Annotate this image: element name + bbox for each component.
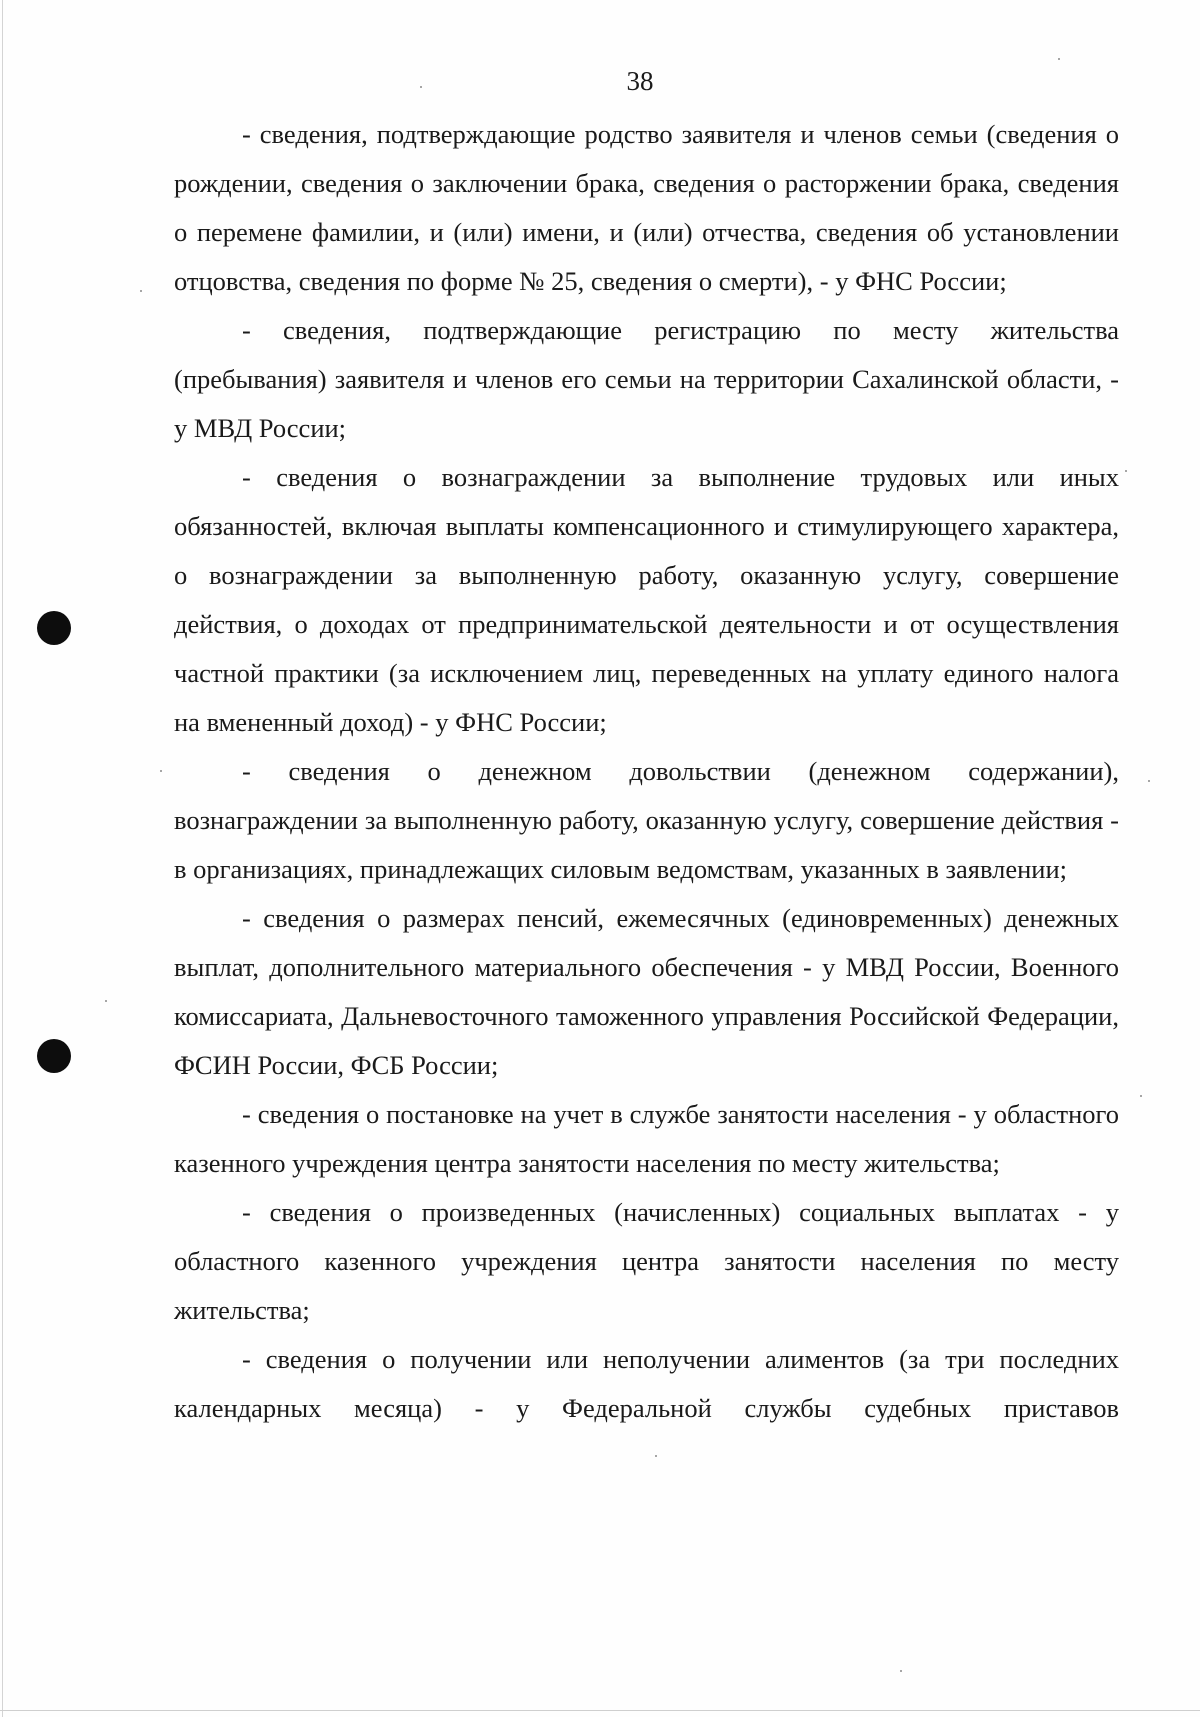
scan-edge-left bbox=[2, 0, 3, 1717]
scan-speck bbox=[105, 1000, 107, 1002]
scan-speck bbox=[655, 1455, 657, 1457]
scan-speck bbox=[160, 770, 162, 772]
scan-speck bbox=[1058, 58, 1060, 60]
paragraph-employment-registration: - сведения о постановке на учет в службе занятости населения - у областного казенного учреждения центра занятости населения по месту жительства; bbox=[174, 1099, 1119, 1178]
scan-speck bbox=[140, 290, 142, 292]
punch-hole-bottom bbox=[37, 1039, 71, 1073]
scan-speck bbox=[1148, 780, 1150, 782]
paragraph-monetary-allowance: - сведения о денежном довольствии (денежном содержании), вознаграждении за выполненную работу, оказанную услугу, совершение действия - в организациях, принадлежащих силовым ведомствам, указанных в заявлении; bbox=[174, 756, 1119, 884]
scan-speck bbox=[900, 1670, 902, 1672]
paragraph-pensions: - сведения о размерах пенсий, ежемесячных (единовременных) денежных выплат, дополнительного материального обеспечения - у МВД России, Военного комиссариата, Дальневосточного таможенного управления Российской Федерации, ФСИН России, ФСБ России; bbox=[174, 903, 1119, 1080]
paragraph-social-payments: - сведения о произведенных (начисленных) социальных выплатах - у областного казенного учреждения центра занятости населения по месту жительства; bbox=[174, 1197, 1119, 1325]
paragraph-alimony: - сведения о получении или неполучении алиментов (за три последних календарных месяца) - у Федеральной службы судебных приставов bbox=[174, 1344, 1119, 1423]
paragraph-kinship-records: - сведения, подтверждающие родство заявителя и членов семьи (сведения о рождении, сведения о заключении брака, сведения о расторжении брака, сведения о перемене фамилии, и (или) имени, и (или) отчества, сведения об установлении отцовства, сведения по форме № 25, сведения о смерти), - у ФНС России; bbox=[174, 119, 1119, 296]
punch-hole-top bbox=[37, 611, 71, 645]
scan-edge-bottom bbox=[0, 1710, 1200, 1711]
scan-speck bbox=[1140, 1095, 1142, 1097]
paragraph-residence-registration: - сведения, подтверждающие регистрацию по месту жительства (пребывания) заявителя и членов его семьи на территории Сахалинской области, - у МВД России; bbox=[174, 315, 1119, 443]
page-number: 38 bbox=[626, 66, 654, 96]
scan-speck bbox=[420, 86, 422, 88]
document-body bbox=[174, 110, 1119, 1433]
paragraph-employment-income: - сведения о вознаграждении за выполнение трудовых или иных обязанностей, включая выплаты компенсационного и стимулирующего характера, о вознаграждении за выполненную работу, оказанную услугу, совершение действия, о доходах от предпринимательской деятельности и от осуществления частной практики (за исключением лиц, переведенных на уплату единого налога на вмененный доход) - у ФНС России; bbox=[174, 462, 1119, 737]
scan-speck bbox=[1125, 470, 1127, 472]
